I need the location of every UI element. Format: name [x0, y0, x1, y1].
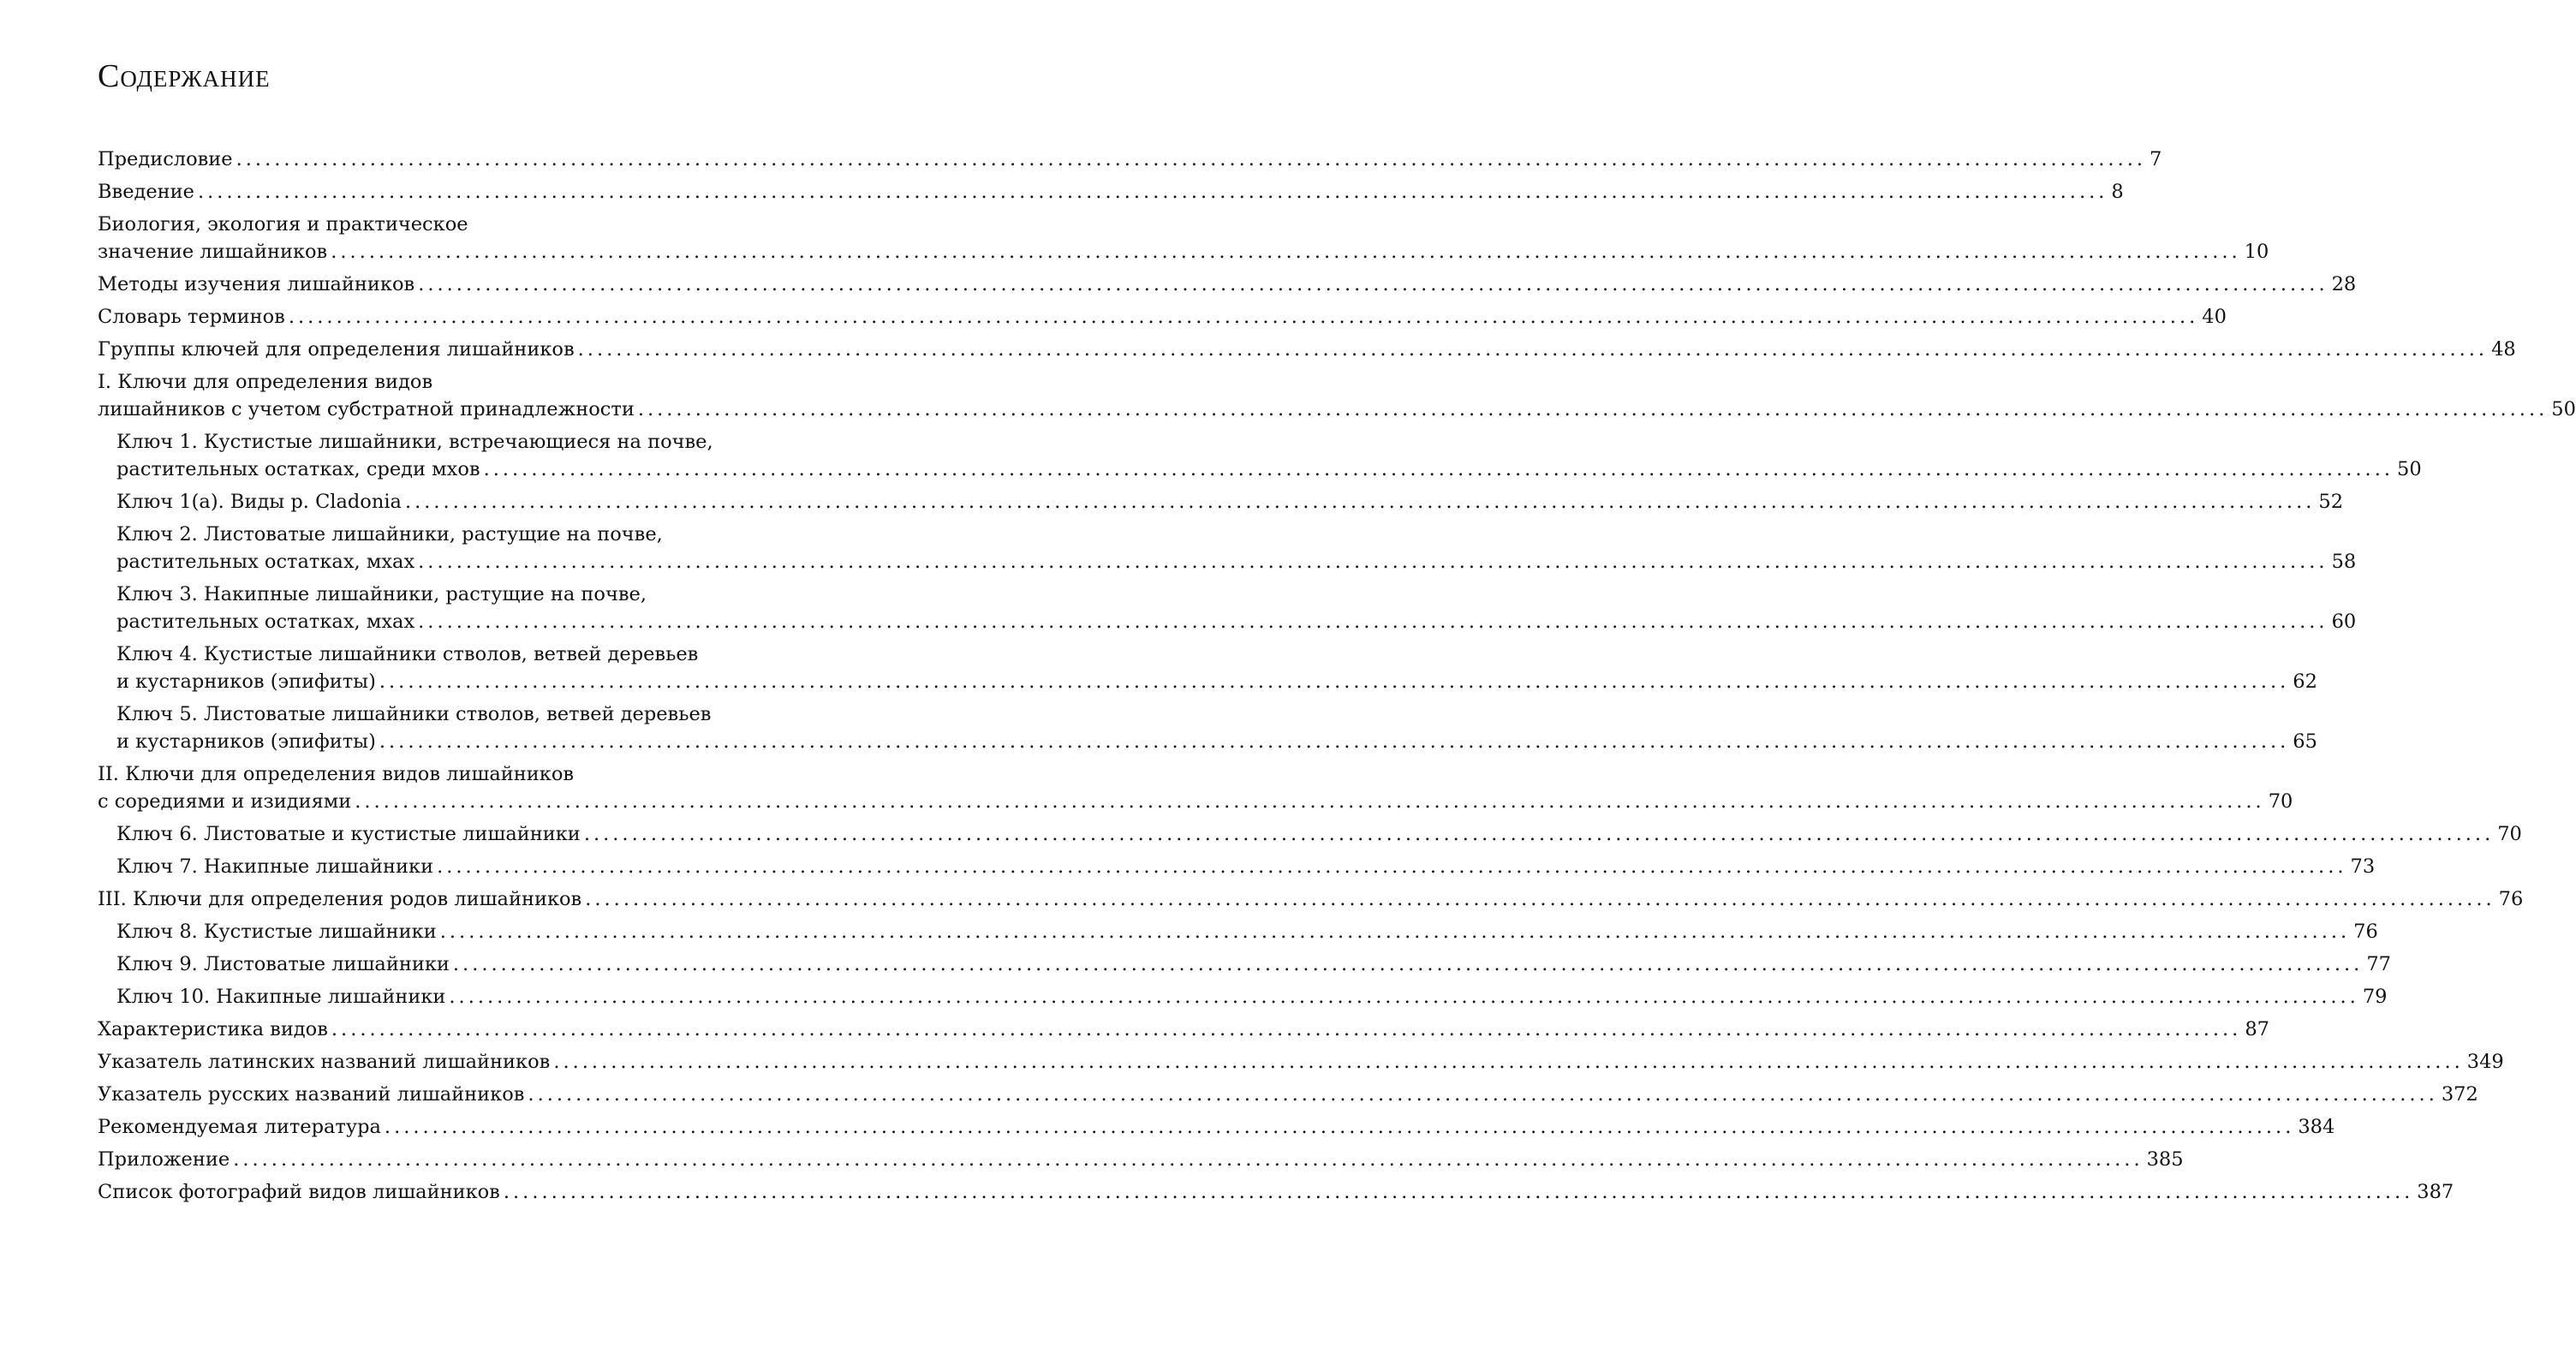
toc-entry-title: III. Ключи для определения родов лишайников [98, 888, 582, 910]
toc-entry [98, 885, 2524, 913]
dot-leader: ........................................................................................................................................................................................................ [437, 855, 2347, 878]
dot-leader: ........................................................................................................................................................................................................ [449, 986, 2359, 1008]
toc-entry-row [98, 885, 2524, 913]
table-of-contents [98, 146, 2576, 1206]
toc-entry-row [98, 303, 2227, 331]
toc-page-number: 52 [2318, 491, 2344, 513]
toc-page-number: 50 [2551, 398, 2576, 420]
toc-entry-row [116, 918, 2378, 945]
toc-entry [98, 178, 2124, 206]
toc-page-number: 87 [2245, 1018, 2269, 1040]
toc-entry [98, 1081, 2478, 1108]
toc-entry-row [116, 853, 2376, 880]
dot-leader: ........................................................................................................................................................................................................ [439, 921, 2351, 943]
toc-entry-title: Ключ 6. Листоватые и кустистые лишайники [116, 823, 581, 845]
dot-leader: ........................................................................................................................................................................................................ [577, 338, 2489, 361]
toc-page-number: 10 [2244, 241, 2269, 263]
toc-entry-title: лишайников с учетом субстратной принадлежности [98, 398, 635, 420]
toc-page-number: 77 [2366, 953, 2391, 975]
dot-leader: ........................................................................................................................................................................................................ [198, 181, 2108, 203]
toc-page-number: 50 [2397, 458, 2422, 480]
toc-entry-title: Рекомендуемая литература [98, 1116, 381, 1138]
toc-page-number: 58 [2331, 551, 2357, 573]
toc-entry-title-line: Ключ 1. Кустистые лишайники, встречающиеся на почве, [116, 431, 713, 453]
toc-entry-row [116, 488, 2344, 516]
toc-entry [98, 641, 2317, 695]
toc-entry-title: Словарь терминов [98, 306, 285, 328]
toc-entry-row [98, 178, 2124, 206]
dot-leader: ........................................................................................................................................................................................................ [483, 458, 2394, 480]
toc-page-number: 65 [2293, 730, 2317, 753]
toc-entry-title-line: Ключ 5. Листоватые лишайники стволов, ветвей деревьев [116, 703, 712, 725]
dot-leader: ........................................................................................................................................................................................................ [637, 398, 2549, 420]
toc-entry-row [98, 1113, 2335, 1141]
toc-entry-title: Указатель русских названий лишайников [98, 1083, 525, 1106]
toc-entry-title-line: Ключ 3. Накипные лишайники, растущие на почве, [116, 583, 647, 605]
toc-entry [98, 211, 2269, 265]
dot-leader: ........................................................................................................................................................................................................ [452, 953, 2364, 975]
dot-leader: ........................................................................................................................................................................................................ [355, 790, 2265, 813]
toc-entry-title-line: Ключ 2. Листоватые лишайники, растущие на почве, [116, 523, 663, 545]
toc-entry-row [116, 820, 2522, 848]
toc-entry-row [98, 1146, 2184, 1173]
toc-entry-row [116, 951, 2391, 978]
toc-entry-row [98, 788, 2293, 815]
toc-entry [98, 853, 2376, 880]
dot-leader: ........................................................................................................................................................................................................ [585, 888, 2496, 910]
dot-leader: ........................................................................................................................................................................................................ [331, 1018, 2242, 1040]
toc-page-number: 385 [2146, 1148, 2184, 1171]
toc-entry-title: Предисловие [98, 148, 233, 170]
dot-leader: ........................................................................................................................................................................................................ [288, 306, 2199, 328]
toc-entry [98, 1146, 2184, 1173]
toc-page-number: 76 [2353, 921, 2378, 943]
toc-entry-row [116, 608, 2357, 635]
dot-leader: ........................................................................................................................................................................................................ [583, 823, 2495, 845]
toc-page-number: 28 [2331, 273, 2357, 295]
toc-entry [98, 488, 2344, 516]
toc-entry-title: Ключ 10. Накипные лишайники [116, 986, 446, 1008]
toc-entry [98, 820, 2522, 848]
toc-page-number: 387 [2417, 1181, 2454, 1203]
toc-page-number: 40 [2202, 306, 2227, 328]
toc-entry [98, 1178, 2454, 1206]
toc-entry-title: и кустарников (эпифиты) [116, 671, 376, 693]
toc-entry-row [98, 1048, 2504, 1076]
toc-entry [98, 428, 2422, 483]
toc-entry-row [98, 238, 2269, 265]
dot-leader: ........................................................................................................................................................................................................ [379, 671, 2290, 693]
toc-entry-row [98, 396, 2576, 423]
toc-entry [98, 303, 2227, 331]
toc-page-number: 384 [2298, 1116, 2335, 1138]
toc-entry-row [98, 1178, 2454, 1206]
dot-leader: ........................................................................................................................................................................................................ [236, 148, 2147, 170]
toc-page-number: 70 [2497, 823, 2522, 845]
toc-entry-title: растительных остатках, мхах [116, 611, 415, 633]
toc-entry-title: Список фотографий видов лишайников [98, 1181, 500, 1203]
toc-entry-title-line: I. Ключи для определения видов [98, 371, 433, 393]
toc-page-number: 79 [2362, 986, 2388, 1008]
dot-leader: ........................................................................................................................................................................................................ [528, 1083, 2438, 1106]
toc-entry [98, 760, 2293, 815]
toc-entry-title: Методы изучения лишайников [98, 273, 415, 295]
toc-entry-title: с соредиями и изидиями [98, 790, 352, 813]
toc-entry-title: Введение [98, 181, 194, 203]
toc-page-number: 8 [2111, 181, 2124, 203]
toc-page-number: 7 [2150, 148, 2162, 170]
toc-entry-title: Указатель латинских названий лишайников [98, 1051, 551, 1073]
dot-leader: ........................................................................................................................................................................................................ [331, 241, 2241, 263]
toc-entry-row [116, 548, 2357, 575]
toc-entry-title: Ключ 1(а). Виды р. Cladonia [116, 491, 402, 513]
toc-page-number: 70 [2268, 790, 2293, 813]
toc-entry-title: растительных остатках, среди мхов [116, 458, 480, 480]
toc-entry-title: и кустарников (эпифиты) [116, 730, 376, 753]
toc-entry-row [116, 456, 2422, 483]
toc-entry-title: Группы ключей для определения лишайников [98, 338, 575, 361]
toc-entry [98, 1048, 2504, 1076]
toc-entry-row [98, 1081, 2478, 1108]
toc-entry-title: Ключ 9. Листоватые лишайники [116, 953, 450, 975]
toc-entry-row [98, 146, 2162, 173]
toc-entry-row [116, 983, 2388, 1010]
toc-entry-title-line: Ключ 4. Кустистые лишайники стволов, ветвей деревьев [116, 643, 699, 665]
dot-leader: ........................................................................................................................................................................................................ [379, 730, 2290, 753]
toc-page-number: 349 [2466, 1051, 2504, 1073]
toc-entry-title: Характеристика видов [98, 1018, 328, 1040]
toc-entry [98, 700, 2317, 755]
toc-entry [98, 951, 2391, 978]
dot-leader: ........................................................................................................................................................................................................ [418, 273, 2329, 295]
toc-entry-row [116, 728, 2317, 755]
toc-page-number: 372 [2441, 1083, 2478, 1106]
toc-entry-row [98, 271, 2357, 298]
toc-page-number: 48 [2491, 338, 2516, 361]
toc-entry-title-line: Биология, экология и практическое [98, 213, 468, 235]
dot-leader: ........................................................................................................................................................................................................ [418, 551, 2329, 573]
toc-entry-row [98, 336, 2516, 363]
toc-entry-title: Приложение [98, 1148, 230, 1171]
toc-entry-row [98, 1016, 2269, 1043]
toc-entry-title: Ключ 8. Кустистые лишайники [116, 921, 437, 943]
toc-page-number: 76 [2498, 888, 2524, 910]
toc-entry-title-line: II. Ключи для определения видов лишайников [98, 763, 575, 785]
toc-entry-title: значение лишайников [98, 241, 328, 263]
toc-entry [98, 271, 2357, 298]
toc-page-number: 60 [2331, 611, 2357, 633]
toc-page-number: 62 [2293, 671, 2317, 693]
dot-leader: ........................................................................................................................................................................................................ [384, 1116, 2295, 1138]
toc-entry [98, 336, 2516, 363]
toc-entry [98, 1113, 2335, 1141]
toc-entry-title: растительных остатках, мхах [116, 551, 415, 573]
toc-entry [98, 1016, 2269, 1043]
dot-leader: ........................................................................................................................................................................................................ [404, 491, 2316, 513]
toc-entry [98, 918, 2378, 945]
dot-leader: ........................................................................................................................................................................................................ [233, 1148, 2144, 1171]
toc-entry-row [116, 668, 2317, 695]
toc-page-number: 73 [2350, 855, 2376, 878]
toc-entry [98, 983, 2388, 1010]
dot-leader: ........................................................................................................................................................................................................ [503, 1181, 2414, 1203]
dot-leader: ........................................................................................................................................................................................................ [418, 611, 2329, 633]
dot-leader: ........................................................................................................................................................................................................ [553, 1051, 2464, 1073]
toc-entry [98, 581, 2357, 635]
toc-entry-title: Ключ 7. Накипные лишайники [116, 855, 434, 878]
toc-entry [98, 368, 2576, 423]
page-title: Содержание [98, 58, 271, 94]
toc-entry [98, 146, 2162, 173]
toc-entry [98, 521, 2357, 575]
